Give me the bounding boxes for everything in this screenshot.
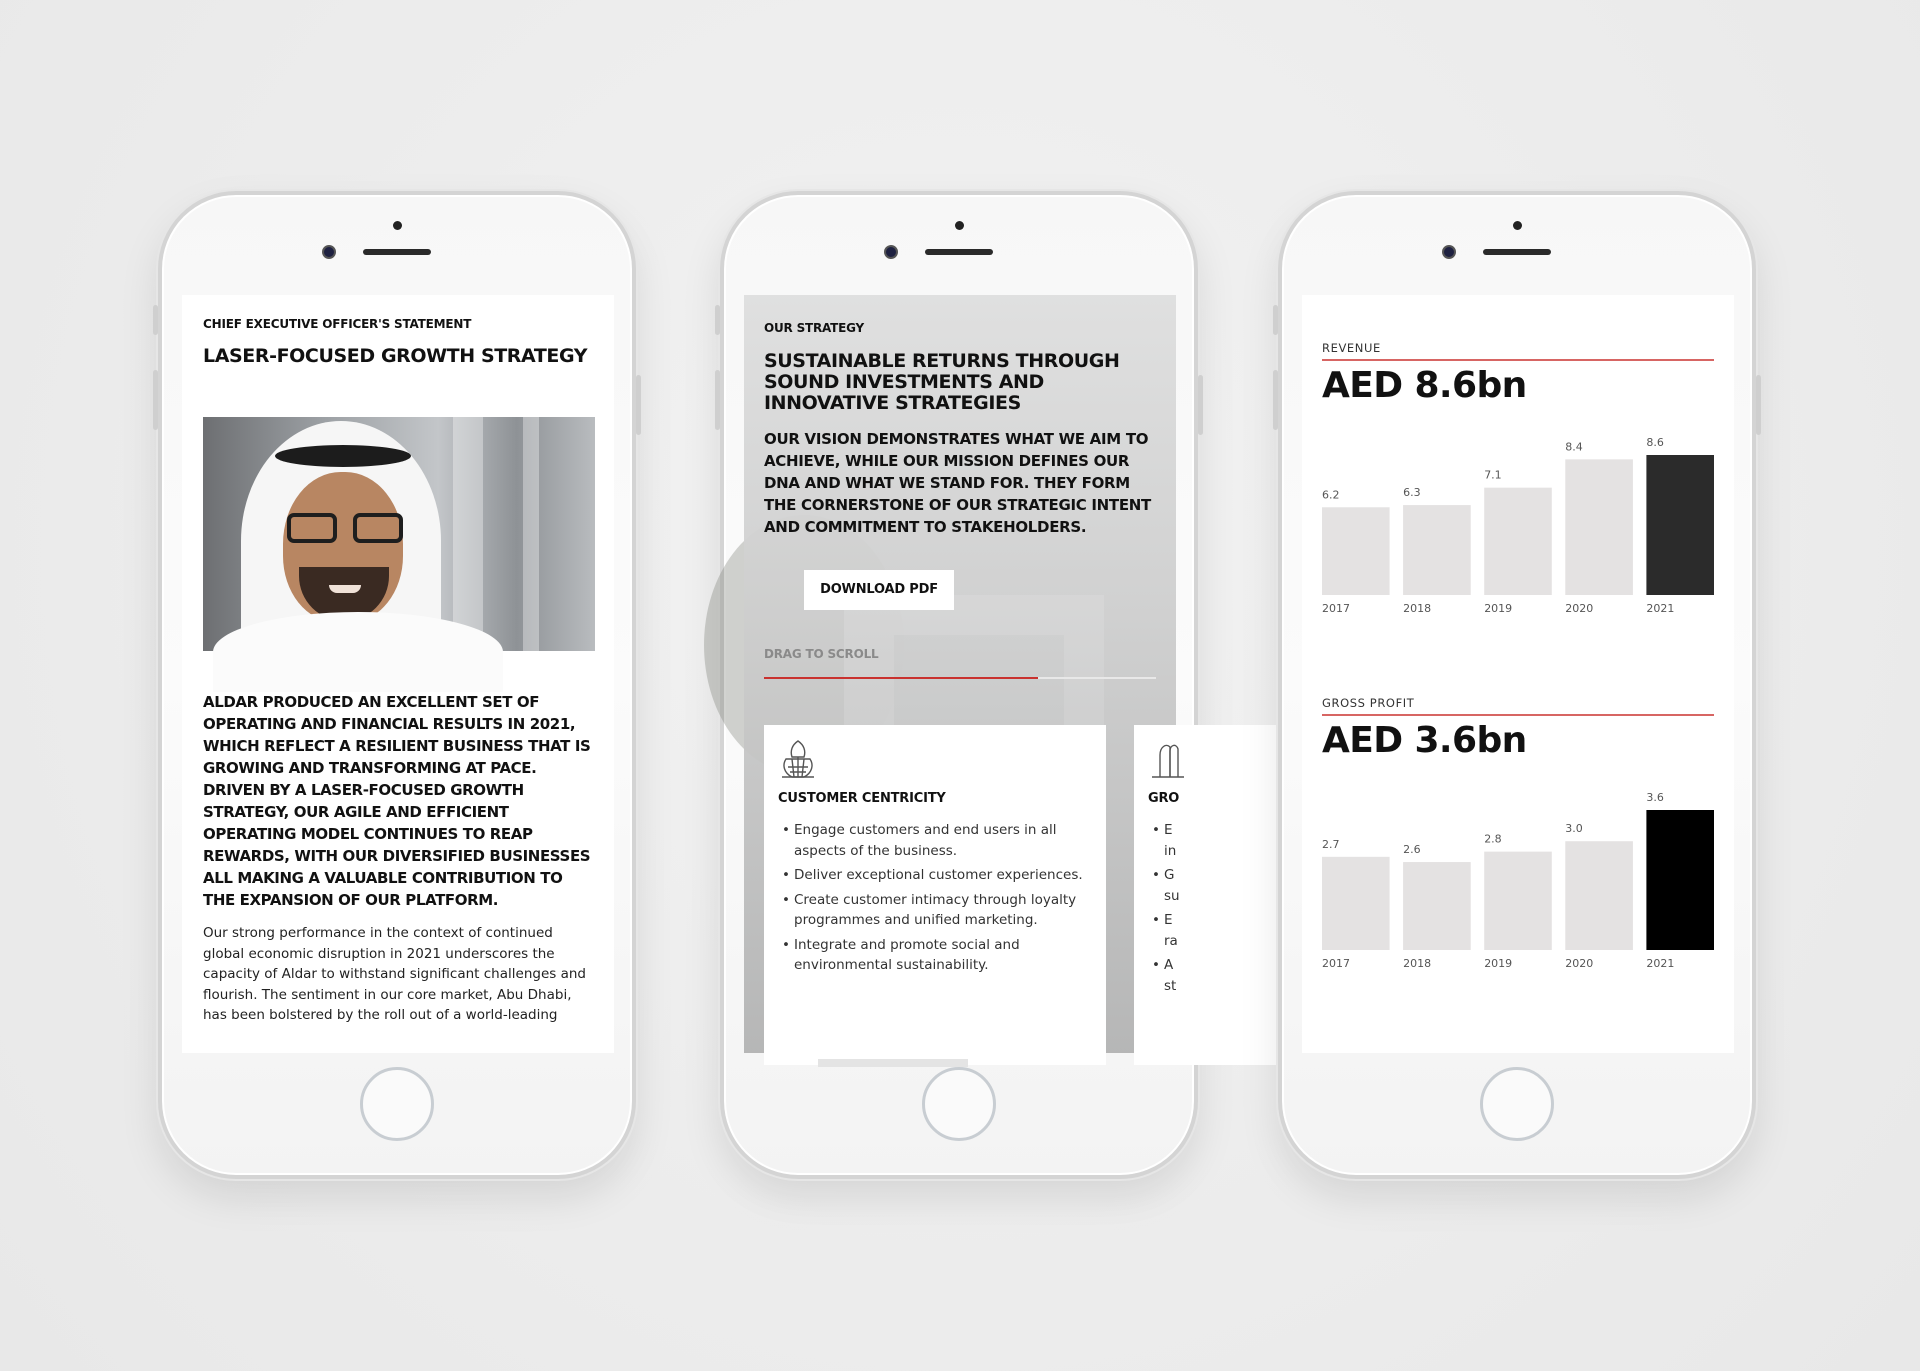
section-eyebrow: CHIEF EXECUTIVE OFFICER'S STATEMENT (203, 317, 472, 331)
bar-2018 (1403, 505, 1471, 595)
front-camera-icon (322, 245, 336, 259)
list-item: • Create customer intimacy through loyalty programmes and unified marketing. (778, 890, 1092, 931)
value-label: 2.7 (1322, 837, 1340, 851)
card-bullet-list (778, 820, 1092, 976)
value-label: 6.3 (1403, 486, 1421, 500)
accent-rule (1322, 714, 1714, 716)
category-label: 2017 (1322, 957, 1350, 970)
list-item: • G su (1148, 865, 1462, 906)
earpiece-speaker (1483, 249, 1551, 255)
value-label: 3.0 (1565, 822, 1583, 836)
gross-profit-bar-chart (1322, 780, 1714, 980)
list-item: • E in (1148, 820, 1462, 861)
section-eyebrow: OUR STRATEGY (764, 321, 865, 335)
ceo-portrait-image (203, 417, 595, 651)
drag-to-scroll-label: DRAG TO SCROLL (764, 647, 879, 661)
metric-value: AED 3.6bn (1322, 720, 1527, 761)
earpiece-speaker (925, 249, 993, 255)
category-label: 2020 (1565, 602, 1594, 615)
power-button (1198, 375, 1203, 435)
value-label: 2.8 (1484, 832, 1502, 846)
phone-frame-strategy (720, 191, 1198, 1179)
proximity-sensor (1513, 221, 1522, 230)
bar-2017 (1322, 857, 1390, 950)
gross-profit-section (1322, 696, 1714, 761)
phone-frame-financials (1278, 191, 1756, 1179)
glasses (287, 513, 403, 543)
list-item: • E ra (1148, 910, 1462, 951)
accent-rule (1322, 359, 1714, 361)
bar-2018 (1403, 862, 1471, 950)
category-label: 2019 (1484, 957, 1513, 970)
list-item: • Deliver exceptional customer experiences. (778, 865, 1092, 886)
category-label: 2018 (1403, 957, 1432, 970)
value-label: 6.2 (1322, 488, 1340, 502)
bar-2017 (1322, 507, 1390, 595)
lead-paragraph: OUR VISION DEMONSTRATES WHAT WE AIM TO ACHIEVE, WHILE OUR MISSION DEFINES OUR DNA AND WHAT WE STAND FOR. THEY FORM THE CORNERSTONE OF OUR STRATEGIC INTENT AND COMMITMENT TO STAKEHOLDERS. (764, 430, 1151, 536)
card-title: CUSTOMER CENTRICITY (778, 791, 946, 806)
category-label: 2020 (1565, 957, 1594, 970)
metric-value: AED 8.6bn (1322, 365, 1527, 406)
page-title: LASER-FOCUSED GROWTH STRATEGY (203, 345, 588, 367)
phone-screen (744, 295, 1180, 1053)
power-button (1756, 375, 1761, 435)
growth-icon (1148, 737, 1188, 781)
bar-2019 (1484, 488, 1552, 595)
body-paragraph: Our strong performance in the context of continued global economic disruption in 2021 underscores the capacity of Aldar to withstand significant challenges and flourish. The sentiment in our core market, Abu Dhabi, has been bolstered by the roll out of a world-leading (203, 925, 586, 1023)
metric-label: GROSS PROFIT (1322, 696, 1415, 710)
strategy-intro (764, 321, 1164, 610)
list-item: • Engage customers and end users in all aspects of the business. (778, 820, 1092, 861)
value-label: 8.6 (1646, 436, 1664, 449)
category-label: 2021 (1646, 957, 1675, 970)
front-camera-icon (1442, 245, 1456, 259)
smile (329, 585, 361, 593)
bar-2020 (1565, 459, 1633, 595)
value-label: 7.1 (1484, 468, 1502, 482)
value-label: 3.6 (1646, 791, 1664, 804)
home-button[interactable] (922, 1067, 996, 1141)
bar-2019 (1484, 852, 1552, 950)
metric-label: REVENUE (1322, 341, 1381, 355)
card-footer-button[interactable] (818, 1059, 968, 1067)
kandura-garment (213, 612, 503, 692)
category-label: 2021 (1646, 602, 1675, 615)
page-title: SUSTAINABLE RETURNS THROUGH SOUND INVESTMENTS AND INNOVATIVE STRATEGIES (764, 350, 1120, 414)
category-label: 2019 (1484, 602, 1513, 615)
bar-2021 (1646, 810, 1714, 950)
scroll-progress (764, 677, 1038, 679)
home-button[interactable] (360, 1067, 434, 1141)
category-label: 2017 (1322, 602, 1350, 615)
agal-band (275, 445, 411, 467)
phone-screen (182, 295, 614, 1053)
home-button[interactable] (1480, 1067, 1554, 1141)
revenue-chart-svg (1322, 425, 1714, 625)
category-label: 2018 (1403, 602, 1432, 615)
phone-frame-ceo-statement (158, 191, 636, 1179)
lead-paragraph: ALDAR PRODUCED AN EXCELLENT SET OF OPERATING AND FINANCIAL RESULTS IN 2021, WHICH REFLECT A RESILIENT BUSINESS THAT IS GROWING AND TRANSFORMING AT PACE. DRIVEN BY A LASER-FOCUSED GROWTH STRATEGY, OUR AGILE AND EFFICIENT OPERATING MODEL CONTINUES TO REAP REWARDS, WITH OUR DIVERSIFIED BUSINESSES ALL MAKING A VALUABLE CONTRIBUTION TO THE EXPANSION OF OUR PLATFORM. (203, 693, 591, 909)
customer-centricity-icon (778, 737, 818, 781)
phone-screen (1302, 295, 1734, 1053)
scroll-track[interactable] (764, 677, 1156, 679)
value-label: 8.4 (1565, 440, 1583, 454)
bar-2020 (1565, 841, 1633, 950)
list-item: • A st (1148, 955, 1462, 996)
gross-profit-chart-svg (1322, 780, 1714, 980)
bar-2021 (1646, 455, 1714, 595)
download-pdf-button[interactable]: DOWNLOAD PDF (804, 570, 954, 610)
card-title: GRO (1148, 791, 1180, 806)
front-camera-icon (884, 245, 898, 259)
window-frame (523, 417, 539, 651)
window-frame (453, 417, 483, 651)
strategy-card-customer-centricity[interactable] (764, 725, 1106, 1065)
proximity-sensor (955, 221, 964, 230)
power-button (636, 375, 641, 435)
proximity-sensor (393, 221, 402, 230)
list-item: • Integrate and promote social and environmental sustainability. (778, 935, 1092, 976)
revenue-section (1322, 341, 1714, 406)
revenue-bar-chart (1322, 425, 1714, 625)
value-label: 2.6 (1403, 843, 1421, 857)
earpiece-speaker (363, 249, 431, 255)
